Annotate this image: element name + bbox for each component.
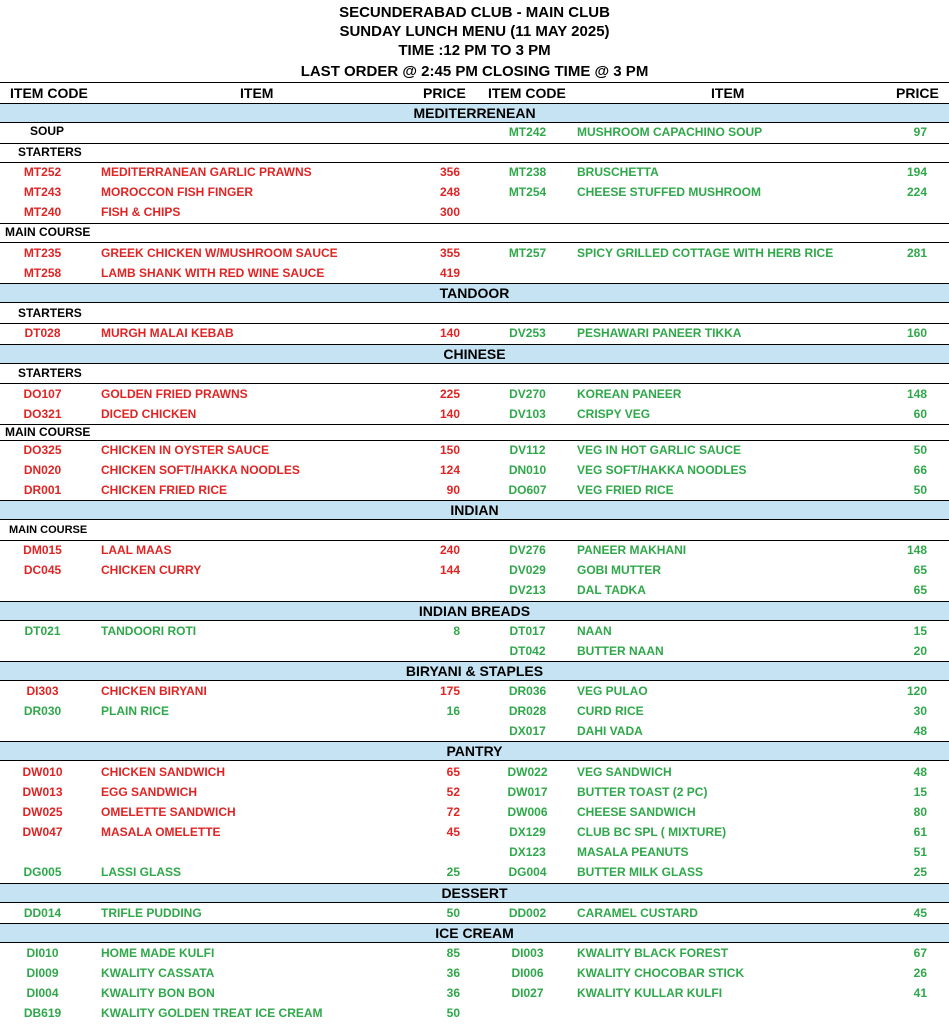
- item-price: 48: [913, 724, 927, 738]
- item-name: CHICKEN SOFT/HAKKA NOODLES: [101, 463, 300, 477]
- item-price: 50: [446, 906, 460, 920]
- item-name: VEG SANDWICH: [577, 765, 672, 779]
- item-code: DO107: [23, 387, 62, 401]
- divider: [0, 242, 949, 243]
- section-biryani-staples: BIRYANI & STAPLES: [0, 661, 949, 681]
- item-code: DB619: [23, 1006, 62, 1020]
- menu-row: [0, 642, 949, 662]
- item-price: 25: [446, 865, 460, 879]
- item-code: DR036: [508, 684, 547, 698]
- col-item-2: ITEM: [711, 85, 745, 101]
- item-code: DI027: [511, 986, 544, 1000]
- item-name: KWALITY BON BON: [101, 986, 215, 1000]
- item-name: LAAL MAAS: [101, 543, 172, 557]
- item-code: MT254: [508, 185, 547, 199]
- item-name: VEG IN HOT GARLIC SAUCE: [577, 443, 742, 457]
- item-price: 160: [906, 326, 927, 340]
- item-code: MT257: [508, 246, 547, 260]
- item-code: DO321: [23, 407, 62, 421]
- divider: [0, 383, 949, 384]
- item-price: 45: [913, 906, 927, 920]
- item-name: KWALITY GOLDEN TREAT ICE CREAM: [101, 1006, 323, 1020]
- menu-row: [0, 123, 949, 143]
- menu-row: [0, 324, 949, 344]
- item-name: CURD RICE: [577, 704, 644, 718]
- subhead-starters: STARTERS: [18, 145, 82, 159]
- item-name: VEG SOFT/HAKKA NOODLES: [577, 463, 747, 477]
- item-code: DW025: [22, 805, 63, 819]
- item-code: DW047: [22, 825, 63, 839]
- menu-row: [0, 541, 949, 561]
- menu-row: [0, 682, 949, 702]
- item-price: 50: [913, 443, 927, 457]
- item-code: DR028: [508, 704, 547, 718]
- menu-row: [0, 622, 949, 642]
- item-code: DW022: [507, 765, 548, 779]
- item-price: 140: [439, 326, 460, 340]
- menu-row: [0, 904, 949, 924]
- item-price: 67: [913, 946, 927, 960]
- item-name: CHEESE SANDWICH: [577, 805, 696, 819]
- item-code: MT235: [23, 246, 62, 260]
- item-name: TRIFLE PUDDING: [101, 906, 202, 920]
- item-price: 50: [913, 483, 927, 497]
- section-chinese: CHINESE: [0, 344, 949, 364]
- item-price: 175: [439, 684, 460, 698]
- item-code: DT021: [24, 624, 61, 638]
- item-name: CLUB BC SPL ( MIXTURE): [577, 825, 727, 839]
- item-name: SPICY GRILLED COTTAGE WITH HERB RICE: [577, 246, 834, 260]
- menu-row: [0, 203, 949, 223]
- menu-row: [0, 581, 949, 601]
- item-price: 16: [446, 704, 460, 718]
- item-price: 30: [913, 704, 927, 718]
- item-code: DN010: [508, 463, 547, 477]
- item-name: PLAIN RICE: [101, 704, 170, 718]
- item-price: 90: [446, 483, 460, 497]
- item-code: MT252: [23, 165, 62, 179]
- item-price: 15: [913, 624, 927, 638]
- item-code: MT240: [23, 205, 62, 219]
- item-name: VEG PULAO: [577, 684, 648, 698]
- item-code: DG005: [23, 865, 62, 879]
- item-price: 248: [439, 185, 460, 199]
- item-name: MUSHROOM CAPACHINO SOUP: [577, 125, 763, 139]
- item-price: 124: [439, 463, 460, 477]
- col-item-code-2: ITEM CODE: [488, 85, 566, 101]
- item-code: DV029: [509, 563, 546, 577]
- item-code: DT028: [24, 326, 61, 340]
- menu-row: [0, 441, 949, 461]
- item-code: DR030: [23, 704, 62, 718]
- section-dessert: DESSERT: [0, 883, 949, 903]
- col-price-2: PRICE: [896, 85, 939, 101]
- section-pantry: PANTRY: [0, 741, 949, 761]
- menu-time: TIME :12 PM TO 3 PM: [398, 42, 551, 59]
- item-code: DI003: [511, 946, 544, 960]
- divider: [0, 143, 949, 144]
- item-code: DW013: [22, 785, 63, 799]
- item-price: 61: [913, 825, 927, 839]
- item-name: BUTTER MILK GLASS: [577, 865, 703, 879]
- menu-row: [0, 461, 949, 481]
- item-price: 148: [906, 387, 927, 401]
- item-name: GREEK CHICKEN W/MUSHROOM SAUCE: [101, 246, 338, 260]
- subhead-main-course: MAIN COURSE: [9, 524, 88, 536]
- menu-row: [0, 183, 949, 203]
- item-price: 148: [906, 543, 927, 557]
- item-price: 36: [446, 966, 460, 980]
- menu-row: [0, 481, 949, 501]
- item-code: DV253: [509, 326, 546, 340]
- menu-row: [0, 964, 949, 984]
- item-name: MASALA PEANUTS: [577, 845, 689, 859]
- item-code: DT017: [509, 624, 546, 638]
- item-name: KWALITY KULLAR KULFI: [577, 986, 723, 1000]
- item-name: CHICKEN FRIED RICE: [101, 483, 228, 497]
- item-code: DG004: [508, 865, 547, 879]
- menu-row: [0, 783, 949, 803]
- subhead-main-course: MAIN COURSE: [5, 425, 91, 439]
- menu-last-order: LAST ORDER @ 2:45 PM CLOSING TIME @ 3 PM: [300, 63, 649, 80]
- item-name: CHICKEN SANDWICH: [101, 765, 225, 779]
- item-name: GOBI MUTTER: [577, 563, 661, 577]
- item-code: DX017: [509, 724, 546, 738]
- item-code: DD002: [508, 906, 547, 920]
- item-code: DN020: [23, 463, 62, 477]
- item-price: 20: [913, 644, 927, 658]
- menu-row: [0, 944, 949, 964]
- item-price: 85: [446, 946, 460, 960]
- section-mediterranean: MEDITERRENEAN: [0, 103, 949, 123]
- item-code: DW017: [507, 785, 548, 799]
- item-code: DV213: [509, 583, 546, 597]
- item-code: DW010: [22, 765, 63, 779]
- item-code: DO607: [508, 483, 547, 497]
- menu-row: [0, 385, 949, 405]
- item-price: 8: [453, 624, 460, 638]
- item-code: DX123: [509, 845, 546, 859]
- item-price: 150: [439, 443, 460, 457]
- menu-row: [0, 244, 949, 264]
- menu-row: [0, 264, 949, 284]
- section-tandoor: TANDOOR: [0, 283, 949, 303]
- item-code: MT238: [508, 165, 547, 179]
- item-name: BUTTER NAAN: [577, 644, 664, 658]
- item-name: PANEER MAKHANI: [577, 543, 687, 557]
- item-name: CARAMEL CUSTARD: [577, 906, 698, 920]
- item-name: LASSI GLASS: [101, 865, 182, 879]
- item-name: HOME MADE KULFI: [101, 946, 215, 960]
- subhead-starters: STARTERS: [18, 306, 82, 320]
- menu-row: [0, 405, 949, 425]
- column-header-row: [0, 82, 949, 104]
- item-code: DW006: [507, 805, 548, 819]
- col-item-code: ITEM CODE: [10, 85, 88, 101]
- item-price: 65: [446, 765, 460, 779]
- item-price: 224: [906, 185, 927, 199]
- menu-row: [0, 763, 949, 783]
- item-price: 194: [906, 165, 927, 179]
- item-code: MT243: [23, 185, 62, 199]
- item-name: CHICKEN IN OYSTER SAUCE: [101, 443, 270, 457]
- item-code: DX129: [509, 825, 546, 839]
- item-name: KWALITY CHOCOBAR STICK: [577, 966, 745, 980]
- item-price: 52: [446, 785, 460, 799]
- item-name: CHEESE STUFFED MUSHROOM: [577, 185, 762, 199]
- item-code: MT258: [23, 266, 62, 280]
- item-code: DC045: [23, 563, 62, 577]
- item-price: 66: [913, 463, 927, 477]
- menu-row: [0, 702, 949, 722]
- item-name: FISH & CHIPS: [101, 205, 181, 219]
- item-name: KOREAN PANEER: [577, 387, 682, 401]
- item-name: OMELETTE SANDWICH: [101, 805, 236, 819]
- item-code: DI010: [26, 946, 59, 960]
- item-name: MASALA OMELETTE: [101, 825, 221, 839]
- subhead-main-course: MAIN COURSE: [5, 225, 91, 239]
- menu-row: [0, 984, 949, 1004]
- item-name: EGG SANDWICH: [101, 785, 197, 799]
- item-name: GOLDEN FRIED PRAWNS: [101, 387, 248, 401]
- item-price: 65: [913, 583, 927, 597]
- item-price: 97: [913, 125, 927, 139]
- menu-row: [0, 561, 949, 581]
- section-indian: INDIAN: [0, 500, 949, 520]
- menu-row: [0, 823, 949, 843]
- item-name: DICED CHICKEN: [101, 407, 197, 421]
- item-code: DI009: [26, 966, 59, 980]
- item-name: MEDITERRANEAN GARLIC PRAWNS: [101, 165, 312, 179]
- menu-row: [0, 843, 949, 863]
- item-name: TANDOORI ROTI: [101, 624, 197, 638]
- menu-subtitle: SUNDAY LUNCH MENU (11 MAY 2025): [339, 23, 610, 40]
- item-price: 355: [439, 246, 460, 260]
- subhead-soup: SOUP: [30, 124, 65, 138]
- item-price: 144: [439, 563, 460, 577]
- item-code: DT042: [509, 644, 546, 658]
- item-price: 140: [439, 407, 460, 421]
- item-code: DI303: [26, 684, 59, 698]
- item-price: 80: [913, 805, 927, 819]
- item-name: LAMB SHANK WITH RED WINE SAUCE: [101, 266, 325, 280]
- item-code: DM015: [23, 543, 62, 557]
- item-name: MURGH MALAI KEBAB: [101, 326, 234, 340]
- menu-title: SECUNDERABAD CLUB - MAIN CLUB: [339, 4, 610, 21]
- item-name: CHICKEN BIRYANI: [101, 684, 207, 698]
- menu-row: [0, 1004, 949, 1024]
- col-item: ITEM: [240, 85, 274, 101]
- item-name: MOROCCON FISH FINGER: [101, 185, 253, 199]
- item-code: DO325: [23, 443, 62, 457]
- item-price: 225: [439, 387, 460, 401]
- item-name: BRUSCHETTA: [577, 165, 659, 179]
- item-code: DD014: [23, 906, 62, 920]
- divider: [0, 223, 949, 224]
- item-name: KWALITY CASSATA: [101, 966, 215, 980]
- item-price: 51: [913, 845, 927, 859]
- item-price: 120: [906, 684, 927, 698]
- item-price: 48: [913, 765, 927, 779]
- item-price: 356: [439, 165, 460, 179]
- col-price: PRICE: [423, 85, 466, 101]
- item-price: 60: [913, 407, 927, 421]
- item-price: 240: [439, 543, 460, 557]
- item-price: 65: [913, 563, 927, 577]
- item-name: NAAN: [577, 624, 612, 638]
- item-price: 26: [913, 966, 927, 980]
- item-price: 419: [439, 266, 460, 280]
- menu-row: [0, 863, 949, 883]
- section-ice-cream: ICE CREAM: [0, 923, 949, 943]
- item-name: KWALITY BLACK FOREST: [577, 946, 729, 960]
- item-price: 41: [913, 986, 927, 1000]
- item-price: 36: [446, 986, 460, 1000]
- item-name: CHICKEN CURRY: [101, 563, 202, 577]
- item-name: PESHAWARI PANEER TIKKA: [577, 326, 742, 340]
- item-name: VEG FRIED RICE: [577, 483, 674, 497]
- divider: [0, 424, 949, 425]
- item-name: DAL TADKA: [577, 583, 646, 597]
- menu-row: [0, 163, 949, 183]
- item-code: DR001: [23, 483, 62, 497]
- item-code: DI004: [26, 986, 59, 1000]
- item-code: DV112: [509, 443, 546, 457]
- item-code: DV270: [509, 387, 546, 401]
- item-code: MT242: [508, 125, 547, 139]
- item-name: BUTTER TOAST (2 PC): [577, 785, 708, 799]
- menu-row: [0, 722, 949, 742]
- item-price: 72: [446, 805, 460, 819]
- item-code: DV103: [509, 407, 546, 421]
- section-indian-breads: INDIAN BREADS: [0, 601, 949, 621]
- menu-row: [0, 803, 949, 823]
- item-price: 15: [913, 785, 927, 799]
- item-price: 300: [439, 205, 460, 219]
- item-price: 45: [446, 825, 460, 839]
- item-price: 50: [446, 1006, 460, 1020]
- item-code: DI006: [511, 966, 544, 980]
- item-price: 25: [913, 865, 927, 879]
- item-name: CRISPY VEG: [577, 407, 651, 421]
- subhead-starters: STARTERS: [18, 366, 82, 380]
- item-price: 281: [906, 246, 927, 260]
- item-code: DV276: [509, 543, 546, 557]
- item-name: DAHI VADA: [577, 724, 643, 738]
